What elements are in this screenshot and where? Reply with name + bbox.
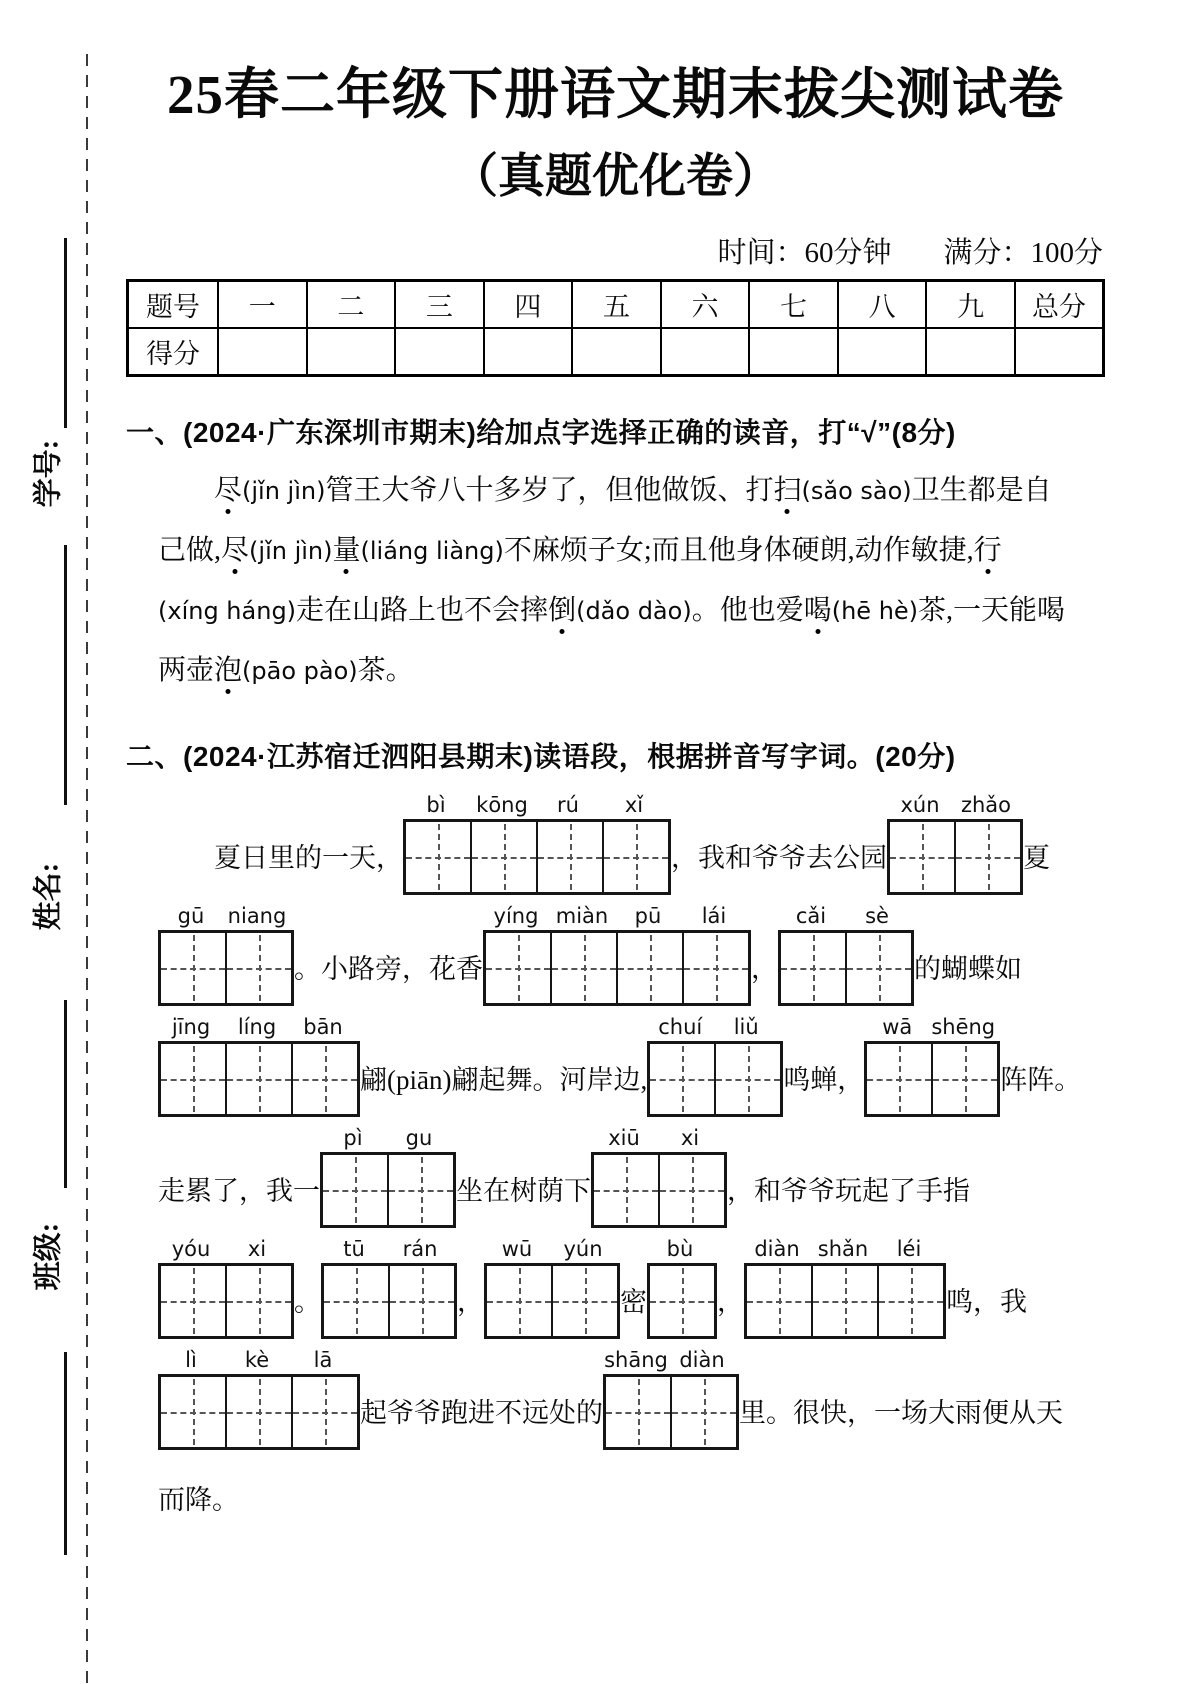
- tian-cell[interactable]: [390, 1266, 454, 1336]
- tian-cell[interactable]: [890, 822, 956, 892]
- score-input-cell[interactable]: [661, 328, 750, 376]
- dotted-character: 扫: [773, 475, 802, 506]
- tian-cell[interactable]: [293, 1377, 357, 1447]
- pinyin-label: bì: [426, 793, 446, 817]
- tian-cell[interactable]: [650, 1266, 714, 1336]
- score-table-header-cell: 总分: [1015, 281, 1104, 329]
- question-number-label: 题号: [128, 281, 219, 329]
- pinyin-label: xi: [247, 1237, 267, 1261]
- score-input-cell[interactable]: [749, 328, 838, 376]
- fill-line-text: 里。很快，一场大雨便从天: [739, 1398, 1063, 1429]
- exam-meta: [126, 230, 1105, 271]
- pinyin-label-row: [158, 904, 294, 928]
- tian-cell[interactable]: [161, 1377, 227, 1447]
- margin-blank-line: [64, 1000, 67, 1188]
- fill-line-text: 夏日里的一天，: [214, 843, 403, 874]
- score-table-header-cell: 九: [926, 281, 1015, 329]
- pinyin-box-group: [778, 904, 914, 1006]
- fill-line: [158, 904, 1105, 1006]
- dotted-character: 尽: [214, 475, 243, 506]
- pinyin-label: xún: [900, 793, 940, 817]
- fill-line-text: ，我和爷爷去公园: [671, 843, 887, 874]
- pinyin-label-row: [603, 1348, 739, 1372]
- tian-cell[interactable]: [933, 1044, 997, 1114]
- fill-line-text: ，: [751, 954, 778, 985]
- pinyin-label: cǎi: [795, 904, 827, 928]
- writing-cells-row: [744, 1263, 946, 1339]
- passage-text: 不麻烦子女;而且他身体硬朗,动作敏捷,: [503, 535, 974, 566]
- pinyin-box-group: [744, 1237, 946, 1339]
- fill-line: [158, 1237, 1105, 1339]
- pinyin-box-group: [483, 904, 751, 1006]
- tian-cell[interactable]: [227, 1266, 291, 1336]
- dotted-character: 量: [332, 535, 361, 566]
- tian-cell[interactable]: [161, 933, 227, 1003]
- pinyin-label-row: [744, 1237, 946, 1261]
- passage-line: [158, 581, 1105, 641]
- passage-line: [158, 641, 1105, 701]
- pinyin-writing-area: [158, 793, 1105, 1450]
- student-number-label: 学号:: [32, 439, 65, 508]
- writing-cells-row: [158, 1263, 294, 1339]
- score-table: [126, 279, 1105, 377]
- section-one-heading: 一、(2024·广东深圳市期末)给加点字选择正确的读音，打“√”(8分): [126, 417, 956, 448]
- pinyin-label: jīng: [171, 1015, 211, 1039]
- section-one-passage: [158, 461, 1105, 701]
- pinyin-box-group: [403, 793, 671, 895]
- pinyin-label: sè: [865, 904, 889, 928]
- fill-line-text: ，: [717, 1287, 744, 1318]
- pinyin-label: liǔ: [733, 1015, 759, 1039]
- pinyin-box-group: [647, 1015, 783, 1117]
- margin-blank-line: [64, 238, 67, 428]
- pinyin-label-row: [158, 1015, 360, 1039]
- pinyin-label-row: [321, 1237, 457, 1261]
- pinyin-label: lì: [185, 1348, 197, 1372]
- pinyin-box-group: [320, 1126, 456, 1228]
- writing-cells-row: [158, 1374, 360, 1450]
- fill-line: [158, 1015, 1105, 1117]
- tian-cell[interactable]: [867, 1044, 933, 1114]
- score-table-header-cell: 七: [749, 281, 838, 329]
- score-input-cell[interactable]: [218, 328, 307, 376]
- pinyin-label: rán: [402, 1237, 438, 1261]
- writing-cells-row: [484, 1263, 620, 1339]
- pinyin-hint: (jǐn jìn): [249, 537, 333, 565]
- passage-text: 己做,: [158, 535, 222, 566]
- writing-cells-row: [158, 930, 294, 1006]
- pinyin-label-row: [158, 1348, 360, 1372]
- passage-text: 走在山路上也不会摔: [296, 595, 549, 626]
- passage-text: 茶,一天能喝: [918, 595, 1066, 626]
- full-score-text: 满分：100分: [943, 237, 1103, 269]
- pinyin-box-group: [603, 1348, 739, 1450]
- pinyin-label: miàn: [555, 904, 609, 928]
- pinyin-label: pū: [634, 904, 662, 928]
- score-input-cell[interactable]: [926, 328, 1015, 376]
- pinyin-label: xi: [680, 1126, 700, 1150]
- writing-cells-row: [647, 1263, 717, 1339]
- pinyin-box-group: [158, 1348, 360, 1450]
- pinyin-box-group: [158, 904, 294, 1006]
- pinyin-label-row: [483, 904, 751, 928]
- writing-cells-row: [864, 1041, 1000, 1117]
- tian-cell[interactable]: [847, 933, 911, 1003]
- passage-text: 卫生都是自: [911, 475, 1052, 506]
- tian-cell[interactable]: [684, 933, 748, 1003]
- tian-cell[interactable]: [161, 1044, 227, 1114]
- pinyin-label-row: [647, 1237, 717, 1261]
- passage-text: 茶。: [357, 655, 414, 686]
- score-input-cell[interactable]: [1015, 328, 1104, 376]
- score-table-header-cell: 八: [838, 281, 927, 329]
- pinyin-label: lái: [701, 904, 727, 928]
- tian-cell[interactable]: [227, 933, 291, 1003]
- pinyin-label: léi: [896, 1237, 922, 1261]
- paper-content: [126, 0, 1105, 1517]
- pinyin-label-row: [484, 1237, 620, 1261]
- pinyin-hint: (pāo pào): [242, 657, 358, 685]
- tian-cell[interactable]: [389, 1155, 453, 1225]
- pinyin-label: bù: [666, 1237, 694, 1261]
- passage-text: 两壶: [158, 655, 215, 686]
- pinyin-label: lā: [313, 1348, 333, 1372]
- fill-line-text: 。: [294, 1287, 321, 1318]
- pinyin-label-row: [778, 904, 914, 928]
- tian-cell[interactable]: [716, 1044, 780, 1114]
- tian-cell[interactable]: [406, 822, 472, 892]
- passage-line: [158, 521, 1105, 581]
- score-input-cell[interactable]: [572, 328, 661, 376]
- fill-line: [158, 1348, 1105, 1450]
- tian-cell[interactable]: [781, 933, 847, 1003]
- pinyin-label: yíng: [493, 904, 539, 928]
- pinyin-box-group: [158, 1015, 360, 1117]
- writing-cells-row: [647, 1041, 783, 1117]
- pinyin-label-row: [403, 793, 671, 817]
- class-label: 班级:: [32, 1222, 65, 1291]
- pinyin-label: xiū: [608, 1126, 640, 1150]
- tian-cell[interactable]: [813, 1266, 879, 1336]
- pinyin-label-row: [887, 793, 1023, 817]
- pinyin-label: bān: [303, 1015, 343, 1039]
- passage-text: 。他也爱: [691, 595, 804, 626]
- pinyin-hint: (hē hè): [831, 597, 919, 625]
- margin-blank-line: [64, 545, 67, 805]
- pinyin-hint: (jǐn jìn): [242, 477, 326, 505]
- tian-cell[interactable]: [324, 1266, 390, 1336]
- score-table-header-cell: 二: [307, 281, 396, 329]
- margin-blank-line: [64, 1352, 67, 1555]
- fill-line-text: 翩(piān)翩起舞。河岸边,: [360, 1065, 648, 1096]
- tian-cell[interactable]: [538, 822, 604, 892]
- passage-text: 管王大爷八十多岁了，但他做饭、打: [325, 475, 774, 506]
- score-input-cell[interactable]: [484, 328, 573, 376]
- pinyin-box-group: [158, 1237, 294, 1339]
- score-table-header-cell: 四: [484, 281, 573, 329]
- tian-cell[interactable]: [650, 1044, 716, 1114]
- pinyin-box-group: [647, 1237, 717, 1339]
- fill-line-text: 起爷爷跑进不远处的: [360, 1398, 603, 1429]
- dotted-character: 倒: [548, 595, 577, 626]
- writing-cells-row: [158, 1041, 360, 1117]
- pinyin-label-row: [158, 1237, 294, 1261]
- tian-cell[interactable]: [747, 1266, 813, 1336]
- tian-cell[interactable]: [161, 1266, 227, 1336]
- score-table-header-cell: 五: [572, 281, 661, 329]
- pinyin-label-row: [864, 1015, 1000, 1039]
- pinyin-label: rú: [557, 793, 579, 817]
- time-limit-text: 时间：60分钟: [717, 237, 892, 269]
- pinyin-box-group: [591, 1126, 727, 1228]
- writing-cells-row: [603, 1374, 739, 1450]
- writing-cells-row: [320, 1152, 456, 1228]
- tian-cell[interactable]: [618, 933, 684, 1003]
- writing-cells-row: [887, 819, 1023, 895]
- dotted-character: 喝: [803, 595, 832, 626]
- pinyin-label: gū: [177, 904, 205, 928]
- pinyin-label-row: [647, 1015, 783, 1039]
- score-input-cell[interactable]: [838, 328, 927, 376]
- fill-line-text: 坐在树荫下: [456, 1176, 591, 1207]
- pinyin-label: xǐ: [624, 793, 644, 817]
- fill-line-text: 走累了，我一: [158, 1176, 320, 1207]
- writing-cells-row: [483, 930, 751, 1006]
- tian-cell[interactable]: [227, 1377, 293, 1447]
- pinyin-label-row: [320, 1126, 456, 1150]
- paper-title: 25春二年级下册语文期末拔尖测试卷: [166, 64, 1064, 125]
- pinyin-label: gu: [405, 1126, 433, 1150]
- fill-line-text: 鸣，我: [946, 1287, 1027, 1318]
- fill-line: [158, 793, 1105, 895]
- tian-cell[interactable]: [293, 1044, 357, 1114]
- writing-cells-row: [321, 1263, 457, 1339]
- pinyin-label: pì: [343, 1126, 363, 1150]
- fill-line-text: 密: [620, 1287, 647, 1318]
- pinyin-box-group: [321, 1237, 457, 1339]
- pinyin-label: yóu: [171, 1237, 211, 1261]
- pinyin-label: zhǎo: [960, 793, 1012, 817]
- fill-line-text: 夏: [1023, 843, 1050, 874]
- score-row-label: 得分: [128, 328, 219, 376]
- tian-cell[interactable]: [606, 1377, 672, 1447]
- student-name-label: 姓名:: [32, 862, 65, 931]
- pinyin-label: wū: [501, 1237, 533, 1261]
- fill-line-text: 鸣蝉，: [783, 1065, 865, 1096]
- pinyin-label: yún: [563, 1237, 603, 1261]
- pinyin-label: shǎn: [817, 1237, 869, 1261]
- score-table-header-cell: 一: [218, 281, 307, 329]
- pinyin-label: chuí: [658, 1015, 703, 1039]
- paper-subtitle: （真题优化卷）: [451, 151, 780, 203]
- dotted-character: 行: [973, 535, 1002, 566]
- writing-cells-row: [591, 1152, 727, 1228]
- tian-cell[interactable]: [323, 1155, 389, 1225]
- score-table-header-row: [128, 281, 1104, 329]
- pinyin-hint: (sǎo sào): [801, 477, 912, 505]
- fill-line: [158, 1126, 1105, 1228]
- pinyin-label: shāng: [604, 1348, 668, 1372]
- pinyin-hint: (liáng liàng): [360, 537, 504, 565]
- score-table-score-row: [128, 328, 1104, 376]
- tian-cell[interactable]: [553, 1266, 617, 1336]
- pinyin-label: wā: [882, 1015, 913, 1039]
- tian-cell[interactable]: [604, 822, 668, 892]
- passage-closing-text: 而降。: [158, 1485, 239, 1515]
- dotted-character: 泡: [214, 655, 243, 686]
- fill-line-text: 阵阵。: [1000, 1065, 1082, 1096]
- tian-cell[interactable]: [672, 1377, 736, 1447]
- tian-cell[interactable]: [486, 933, 552, 1003]
- pinyin-box-group: [864, 1015, 1000, 1117]
- section-two-heading: 二、(2024·江苏宿迁泗阳县期末)读语段，根据拼音写字词。(20分): [126, 741, 956, 772]
- tian-cell[interactable]: [879, 1266, 943, 1336]
- writing-cells-row: [403, 819, 671, 895]
- tian-cell[interactable]: [660, 1155, 724, 1225]
- fill-line-text: ，: [457, 1287, 484, 1318]
- writing-cells-row: [778, 930, 914, 1006]
- pinyin-label: tū: [343, 1237, 365, 1261]
- pinyin-label: líng: [237, 1015, 277, 1039]
- tian-cell[interactable]: [956, 822, 1020, 892]
- tian-cell[interactable]: [227, 1044, 293, 1114]
- score-table-header-cell: 六: [661, 281, 750, 329]
- tian-cell[interactable]: [552, 933, 618, 1003]
- tian-cell[interactable]: [487, 1266, 553, 1336]
- pinyin-label: diàn: [754, 1237, 800, 1261]
- fill-line-text: ，和爷爷玩起了手指: [727, 1176, 970, 1207]
- score-input-cell[interactable]: [307, 328, 396, 376]
- fill-line-text: 。小路旁，花香: [294, 954, 483, 985]
- pinyin-label: shēng: [931, 1015, 996, 1039]
- dotted-character: 尽: [221, 535, 250, 566]
- pinyin-box-group: [887, 793, 1023, 895]
- score-input-cell[interactable]: [395, 328, 484, 376]
- pinyin-label: kōng: [476, 793, 528, 817]
- pinyin-hint: (xíng háng): [158, 597, 297, 625]
- score-table-header-cell: 三: [395, 281, 484, 329]
- pinyin-box-group: [484, 1237, 620, 1339]
- pinyin-label: kè: [244, 1348, 270, 1372]
- tian-cell[interactable]: [594, 1155, 660, 1225]
- seal-dashed-line: [86, 54, 88, 1684]
- pinyin-hint: (dǎo dào): [576, 597, 692, 625]
- passage-line: [158, 461, 1105, 521]
- pinyin-label-row: [591, 1126, 727, 1150]
- fill-line-text: 的蝴蝶如: [914, 954, 1022, 985]
- pinyin-label: diàn: [679, 1348, 725, 1372]
- pinyin-label: niang: [227, 904, 287, 928]
- tian-cell[interactable]: [472, 822, 538, 892]
